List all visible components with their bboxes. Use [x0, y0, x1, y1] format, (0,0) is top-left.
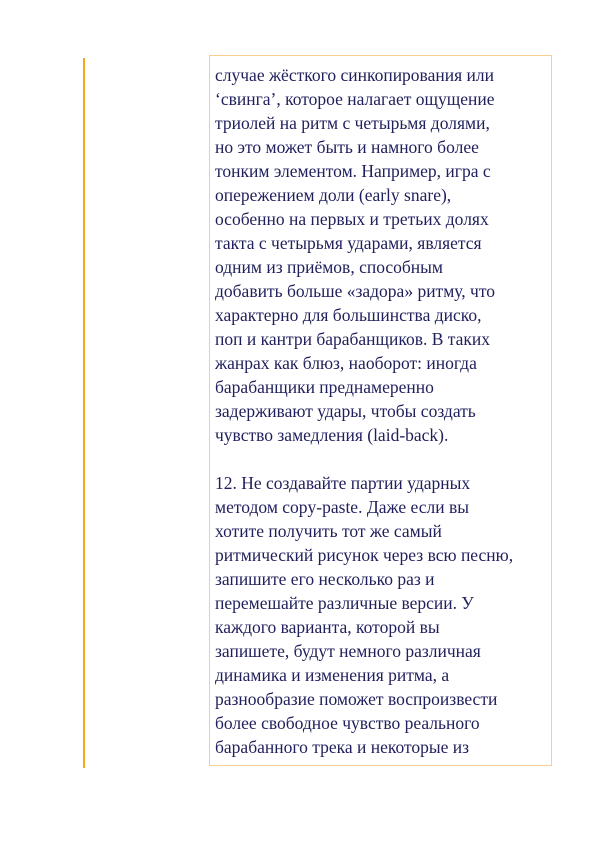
- text-line: запишете, будут немного различная: [215, 641, 481, 661]
- text-line: тонким элементом. Например, игра с: [215, 161, 491, 181]
- left-margin-rule: [83, 58, 85, 768]
- text-line: но это может быть и намного более: [215, 137, 479, 157]
- text-line: чувство замедления (laid-back).: [215, 425, 449, 445]
- text-line: опережением доли (early snare),: [215, 185, 452, 205]
- text-line: 12. Не создавайте партии ударных: [215, 473, 471, 493]
- text-line: более свободное чувство реального: [215, 713, 480, 733]
- text-line: случае жёсткого синкопирования или: [215, 65, 494, 85]
- text-line: особенно на первых и третьих долях: [215, 209, 489, 229]
- paragraph-tip-12: [215, 471, 547, 759]
- text-line: ‘свинга’, которое налагает ощущение: [215, 89, 495, 109]
- paragraph-swing: [215, 63, 547, 447]
- text-line: каждого варианта, которой вы: [215, 617, 440, 637]
- text-line: характерно для большинства диско,: [215, 305, 482, 325]
- text-line: добавить больше «задора» ритму, что: [215, 281, 495, 301]
- text-line: методом copy-paste. Даже если вы: [215, 497, 469, 517]
- text-line: такта с четырьмя ударами, является: [215, 233, 482, 253]
- text-line: хотите получить тот же самый: [215, 521, 442, 541]
- text-line: запишите его несколько раз и: [215, 569, 435, 589]
- text-line: жанрах как блюз, наоборот: иногда: [215, 353, 477, 373]
- paragraph-spacer: [215, 447, 547, 471]
- text-line: динамика и изменения ритма, а: [215, 665, 450, 685]
- text-frame: [209, 55, 552, 766]
- text-line: триолей на ритм с четырьмя долями,: [215, 113, 490, 133]
- text-line: барабанщики преднамеренно: [215, 377, 434, 397]
- text-line: разнообразие поможет воспроизвести: [215, 689, 498, 709]
- text-line: ритмический рисунок через всю песню,: [215, 545, 514, 565]
- text-line: одним из приёмов, способным: [215, 257, 444, 277]
- text-line: барабанного трека и некоторые из: [215, 737, 470, 757]
- text-line: поп и кантри барабанщиков. В таких: [215, 329, 491, 349]
- text-line: задерживают удары, чтобы создать: [215, 401, 476, 421]
- text-line: перемешайте различные версии. У: [215, 593, 474, 613]
